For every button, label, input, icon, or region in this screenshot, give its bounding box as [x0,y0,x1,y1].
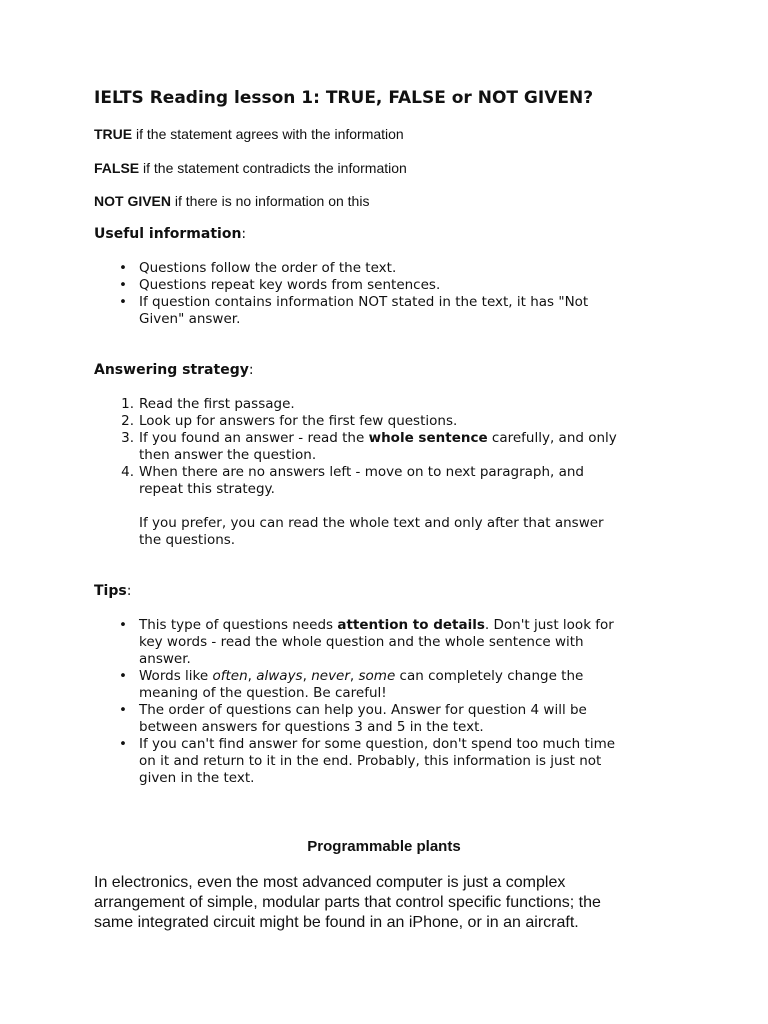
list-item-text: between answers for questions 3 and 5 in the text. [139,719,484,735]
tips-heading-colon: : [126,583,132,599]
bullet-icon: • [119,260,127,276]
bullet-icon: • [119,702,127,718]
list-item-text: If you can't find answer for some question, don't spend too much time [139,736,616,752]
list-item-text: answer. [139,651,191,667]
list-item [94,396,684,413]
list-item [94,702,684,736]
list-item-text: The order of questions can help you. Answer for question 4 will be [139,702,587,718]
list-item-text: Words like [139,668,213,684]
list-item-text: Questions follow the order of the text. [139,260,397,276]
list-item [94,294,684,328]
list-item-text: Given" answer. [139,311,241,327]
page-title: IELTS Reading lesson 1: TRUE, FALSE or NOT GIVEN? [94,88,594,108]
passage-line: In electronics, even the most advanced computer is just a complex [94,874,566,891]
definition-not-given [94,193,369,209]
list-item [94,464,684,498]
list-number: 1. [121,396,134,412]
list-item [94,736,684,787]
definition-term: FALSE [94,160,140,176]
strategy-list [94,396,684,549]
list-item-text: When there are no answers left - move on to next paragraph, and [139,464,585,480]
list-item-text: can completely change the [395,668,584,684]
italic-word: always [256,668,303,684]
emphasis-text: attention to details [337,617,485,633]
tips-heading [94,583,131,599]
list-item [94,413,684,430]
definition-true [94,126,404,142]
list-item-text: . Don't just look for [484,617,614,633]
definition-term: NOT GIVEN [94,193,172,209]
list-item-text: This type of questions needs [139,617,338,633]
list-item-text: given in the text. [139,770,255,786]
tips-list [94,617,684,787]
useful-list [94,260,684,328]
list-item [94,430,684,464]
tips-heading-text: Tips [94,583,127,599]
bullet-icon: • [119,294,127,310]
separator: , [247,668,257,684]
italic-word: often [212,668,248,684]
strategy-heading-text: Answering strategy [94,362,249,378]
bullet-icon: • [119,617,127,633]
list-item-text: carefully, and only [487,430,617,446]
bullet-icon: • [119,668,127,684]
strategy-heading [94,362,254,378]
italic-word: never [311,668,350,684]
list-item-text: key words - read the whole question and the whole sentence with [139,634,584,650]
list-item-text: Look up for answers for the first few questions. [139,413,458,429]
passage-line: same integrated circuit might be found in an iPhone, or in an aircraft. [94,914,579,931]
italic-word: some [358,668,396,684]
passage-line: arrangement of simple, modular parts that control specific functions; the [94,894,601,911]
strategy-note [94,515,684,549]
passage-paragraph [94,873,684,933]
list-item-text: If question contains information NOT stated in the text, it has "Not [139,294,589,310]
note-text: the questions. [139,532,236,548]
list-item-text: repeat this strategy. [139,481,275,497]
note-text: If you prefer, you can read the whole text and only after that answer [139,515,604,531]
bullet-icon: • [119,277,127,293]
definition-term: TRUE [94,126,133,142]
list-item [94,617,684,668]
list-item [94,668,684,702]
definition-text: if there is no information on this [171,193,370,209]
passage-title: Programmable plants [307,838,461,855]
definition-text: if the statement contradicts the information [139,160,407,176]
useful-heading-text: Useful information [94,226,242,242]
separator: , [302,668,312,684]
definition-false [94,160,407,176]
list-item-text: Read the first passage. [139,396,295,412]
useful-heading [94,226,246,242]
useful-heading-colon: : [241,226,247,242]
list-item-text: meaning of the question. Be careful! [139,685,387,701]
strategy-heading-colon: : [248,362,254,378]
definition-text: if the statement agrees with the information [132,126,404,142]
list-item-text: on it and return to it in the end. Probably, this information is just not [139,753,602,769]
list-item-text: If you found an answer - read the [139,430,369,446]
emphasis-text: whole sentence [368,430,488,446]
list-item-text: Questions repeat key words from sentences. [139,277,441,293]
list-item-text: then answer the question. [139,447,317,463]
list-item [94,277,684,294]
list-item [94,260,684,277]
list-number: 2. [121,413,134,429]
bullet-icon: • [119,736,127,752]
separator: , [349,668,359,684]
list-number: 3. [121,430,134,446]
list-number: 4. [121,464,134,480]
